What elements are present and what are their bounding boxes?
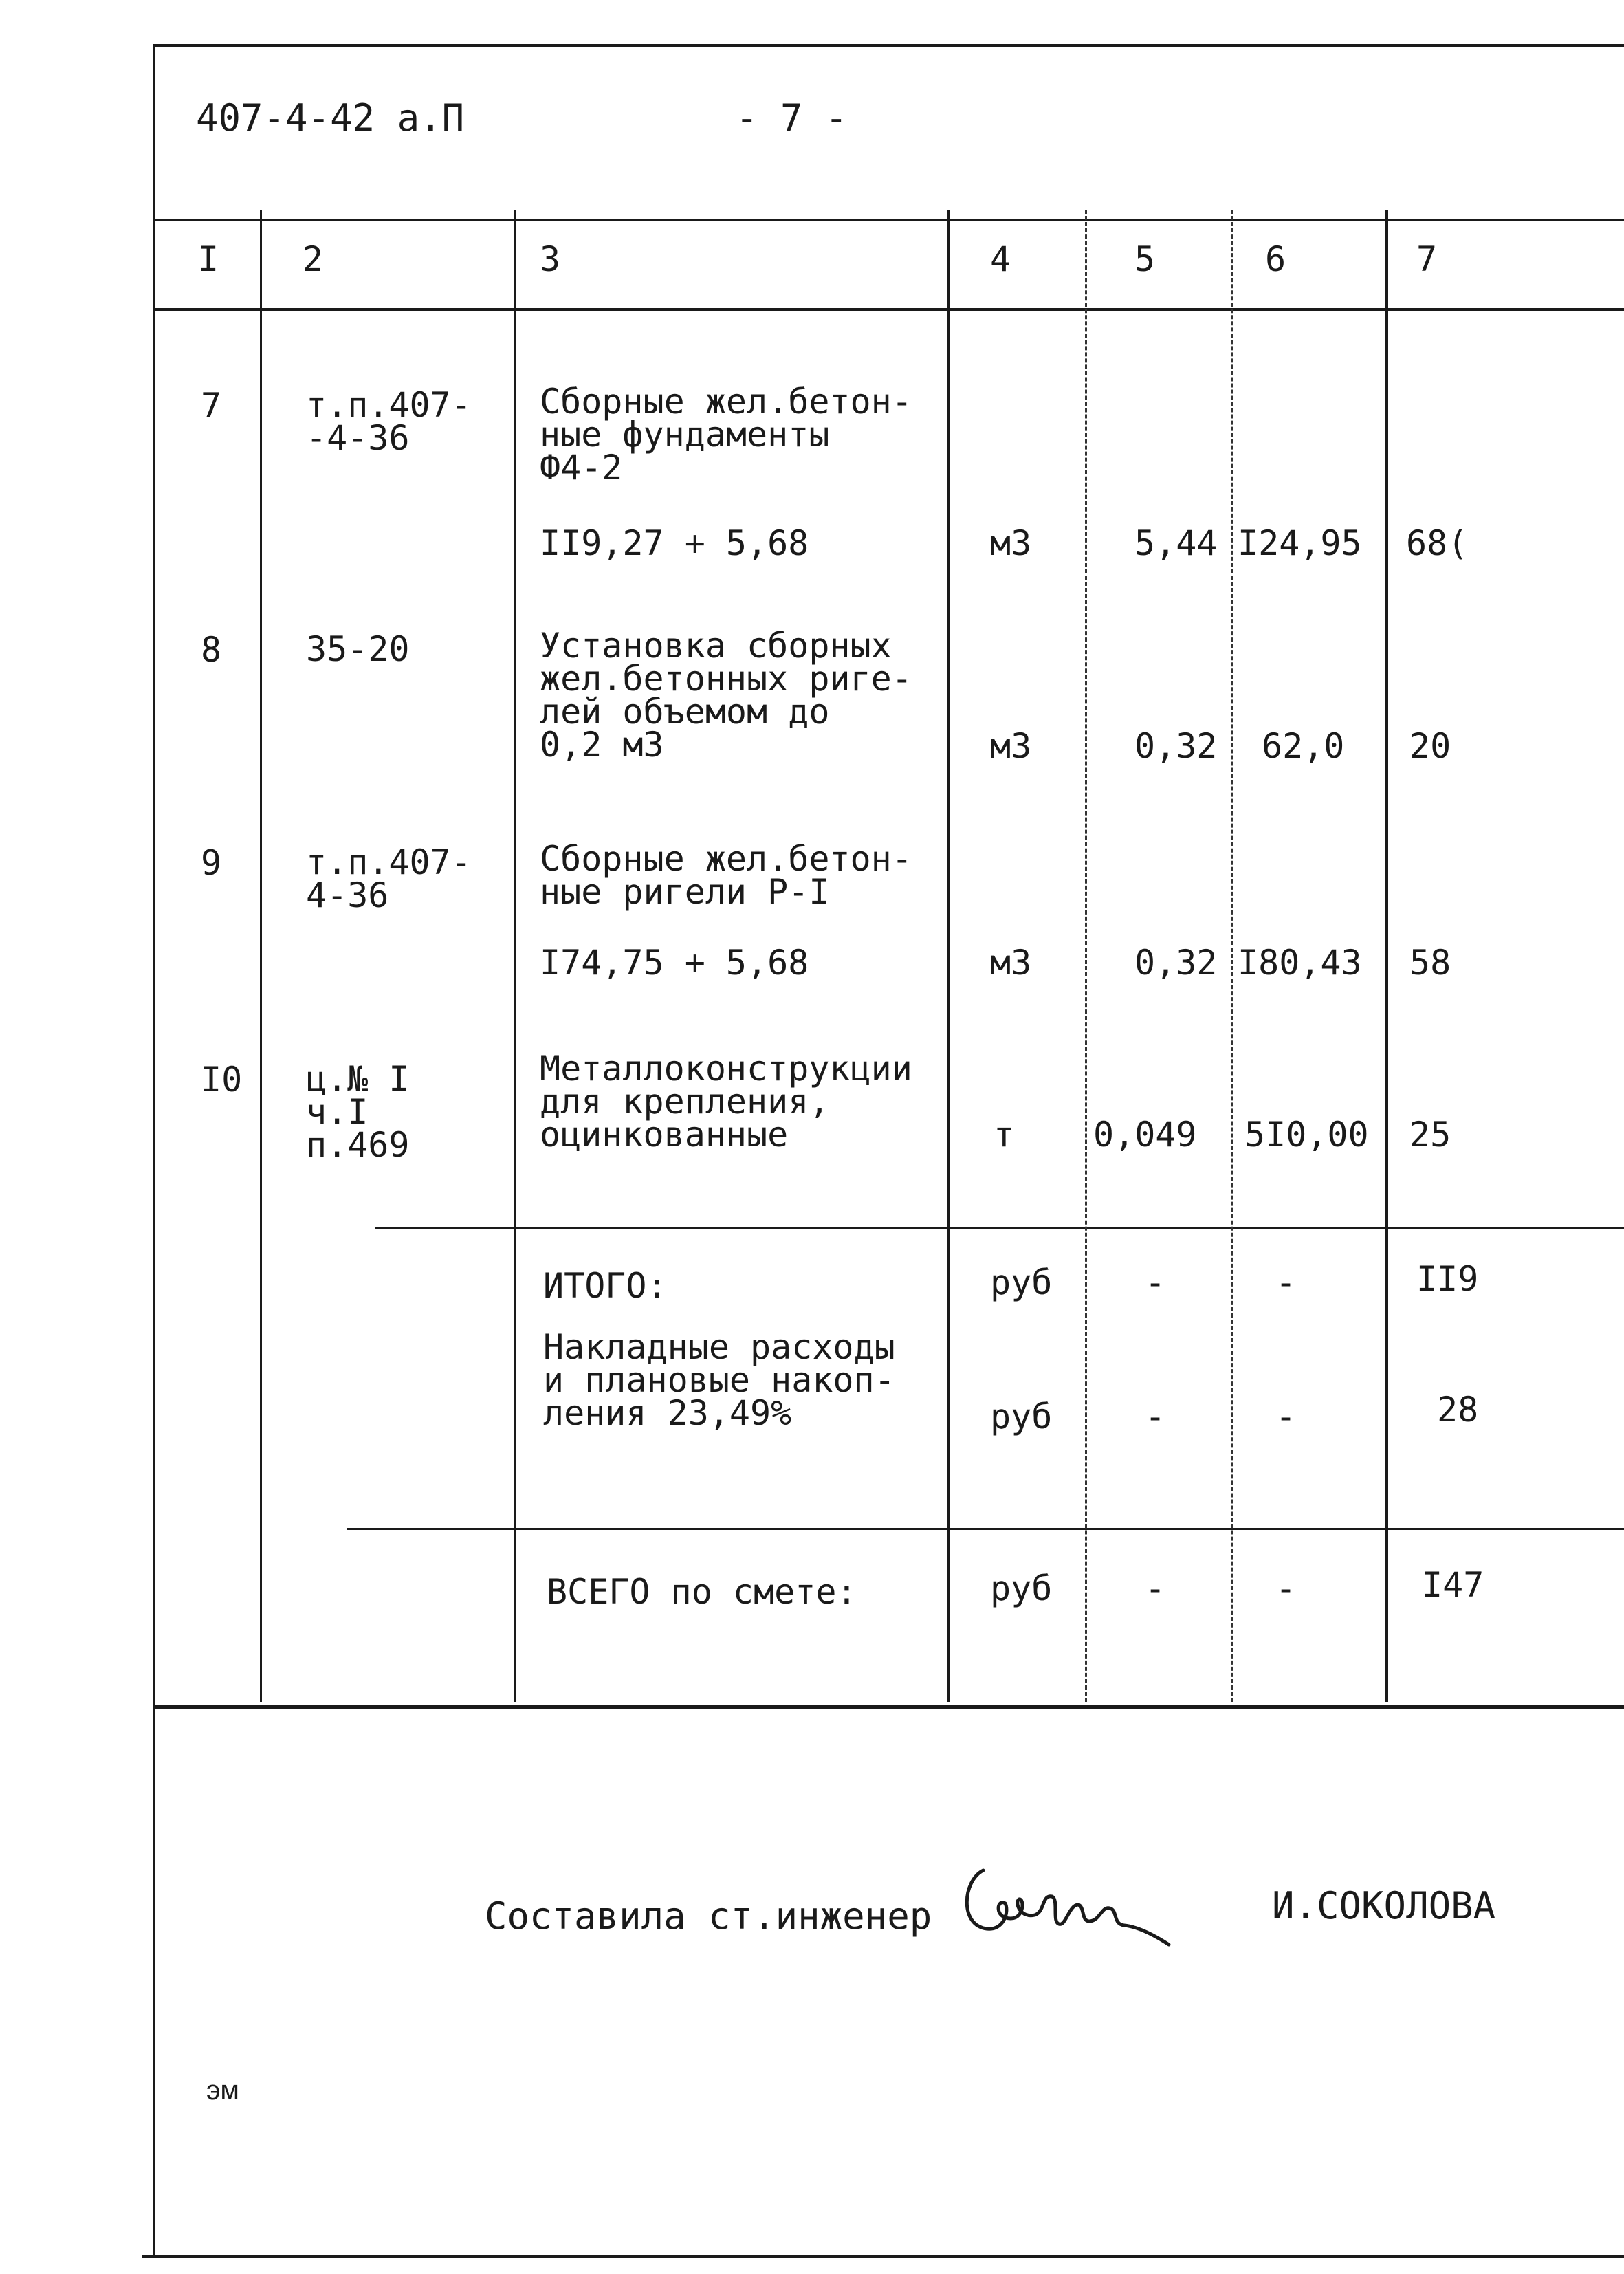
subtotal-unit: руб <box>990 1262 1053 1302</box>
column-header-5: 5 <box>1134 239 1156 279</box>
column-header-1: I <box>198 239 219 279</box>
row-total: 25 <box>1409 1115 1451 1155</box>
row-code: 35-20 <box>306 629 410 669</box>
overhead-unit: руб <box>990 1397 1053 1436</box>
grand-total-quantity: - <box>1145 1568 1166 1608</box>
row-number: 8 <box>201 630 222 670</box>
subtotal-line <box>375 1227 1624 1229</box>
signer-name: И.СОКОЛОВА <box>1272 1884 1496 1927</box>
column-header-2: 2 <box>303 239 324 279</box>
col-divider-4 <box>1085 210 1087 1702</box>
overhead-price: - <box>1275 1397 1297 1436</box>
row-code: т.п.407- 4-36 <box>306 842 472 915</box>
overhead-label: Накладные расходы и плановые накоп- ления 23,49% <box>543 1327 895 1433</box>
row-formula: I74,75 + 5,68 <box>540 943 809 983</box>
column-header-3: 3 <box>540 239 561 279</box>
col-divider-2 <box>514 210 516 1702</box>
row-unit-price: I80,43 <box>1238 943 1362 983</box>
row-unit: м3 <box>990 726 1032 766</box>
grand-total-unit: руб <box>990 1568 1053 1608</box>
grand-total-label: ВСЕГО по смете: <box>547 1572 857 1612</box>
row-unit-price: I24,95 <box>1238 523 1362 563</box>
row-quantity: 5,44 <box>1134 523 1218 563</box>
row-quantity: 0,32 <box>1134 726 1218 766</box>
page-number: - 7 - <box>736 96 848 140</box>
column-header-7: 7 <box>1416 239 1438 279</box>
col-divider-1 <box>260 210 262 1702</box>
row-number: 9 <box>201 843 222 883</box>
row-unit-price: 5I0,00 <box>1244 1115 1369 1155</box>
page-mark: эм <box>206 2075 239 2106</box>
header-bottom-line <box>153 308 1624 311</box>
grand-total-line <box>347 1528 1624 1530</box>
row-number: 7 <box>201 386 222 426</box>
bottom-border <box>142 2255 1624 2258</box>
row-number: I0 <box>201 1060 243 1100</box>
row-code: ц.№ I ч.I п.469 <box>306 1059 410 1165</box>
col-divider-6 <box>1385 210 1388 1702</box>
row-total: 68( <box>1406 523 1469 563</box>
row-description: Установка сборных жел.бетонных риге- лей объемом до 0,2 м3 <box>540 626 912 765</box>
col-divider-3 <box>947 210 950 1702</box>
row-description: Металлоконструкции для крепления, оцинкованные <box>540 1049 912 1155</box>
row-total: 20 <box>1409 726 1451 766</box>
table-bottom-line <box>153 1705 1624 1709</box>
column-header-6: 6 <box>1265 239 1286 279</box>
overhead-quantity: - <box>1145 1397 1166 1436</box>
row-formula: II9,27 + 5,68 <box>540 523 809 563</box>
left-border <box>153 44 155 2258</box>
row-description: Сборные жел.бетон- ные ригели Р-I <box>540 839 912 912</box>
subtotal-label: ИТОГО: <box>543 1266 668 1306</box>
row-description: Сборные жел.бетон- ные фундаменты Ф4-2 <box>540 382 912 488</box>
grand-total-value: I47 <box>1422 1565 1484 1605</box>
overhead-total: 28 <box>1437 1390 1479 1430</box>
top-border <box>153 44 1624 47</box>
row-quantity: 0,049 <box>1093 1115 1197 1155</box>
row-quantity: 0,32 <box>1134 943 1218 983</box>
row-unit: т <box>994 1115 1015 1155</box>
table-top-line <box>153 219 1624 221</box>
subtotal-price: - <box>1275 1262 1297 1302</box>
subtotal-quantity: - <box>1145 1262 1166 1302</box>
document-code: 407-4-42 а.П <box>196 96 465 140</box>
compiled-by-label: Составила ст.инженер <box>485 1894 932 1938</box>
subtotal-total: II9 <box>1416 1259 1479 1299</box>
col-divider-5 <box>1231 210 1233 1702</box>
grand-total-price: - <box>1275 1568 1297 1608</box>
column-header-4: 4 <box>990 239 1011 279</box>
handwritten-signature-icon <box>956 1850 1183 1953</box>
row-code: т.п.407- -4-36 <box>306 385 472 458</box>
row-unit: м3 <box>990 943 1032 983</box>
row-total: 58 <box>1409 943 1451 983</box>
row-unit: м3 <box>990 523 1032 563</box>
row-unit-price: 62,0 <box>1262 726 1345 766</box>
